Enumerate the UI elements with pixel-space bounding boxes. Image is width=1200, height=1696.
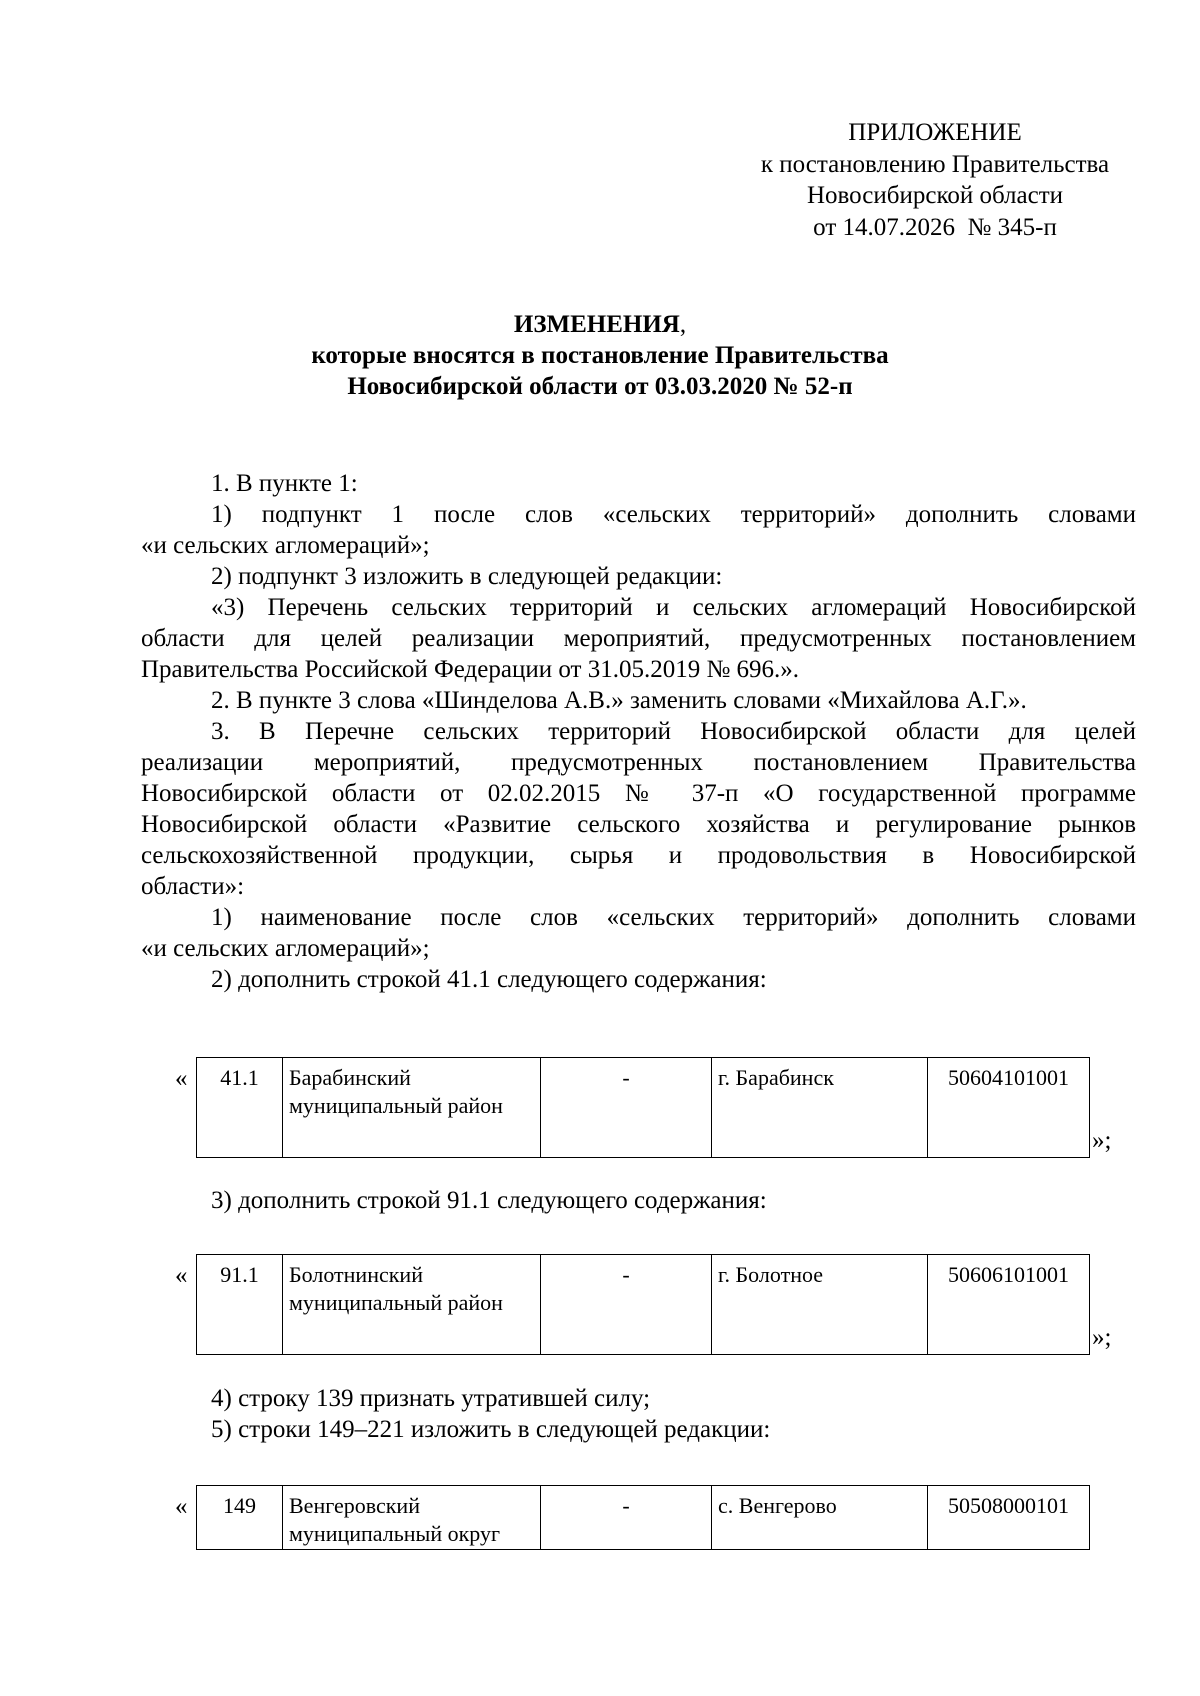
list-row-table xyxy=(196,1254,1090,1355)
paragraph-line: Новосибирской области «Развитие сельского хозяйства и регулирование рынков xyxy=(141,811,1136,838)
quote-close: »; xyxy=(1092,1324,1112,1351)
appendix-line: к постановлению Правительства xyxy=(760,150,1110,178)
table-row xyxy=(197,1255,1090,1355)
quote-close: »; xyxy=(1092,1127,1112,1154)
paragraph: 2. В пункте 3 слова «Шинделова А.В.» заменить словами «Михайлова А.Г.». xyxy=(211,687,1027,714)
oktmo-code-cell: 50606101001 xyxy=(928,1255,1090,1355)
paragraph-line: Новосибирской области от 02.02.2015 № 37-п «О государственной программе xyxy=(141,780,1136,807)
table-row xyxy=(197,1058,1090,1158)
paragraph: 2) дополнить строкой 41.1 следующего содержания: xyxy=(211,966,767,993)
paragraph-line: реализации мероприятий, предусмотренных постановлением Правительства xyxy=(141,749,1136,776)
district-cell: Болотнинский муниципальный район xyxy=(283,1255,541,1355)
appendix-line: Новосибирской области xyxy=(806,182,1064,209)
paragraph-line: Правительства Российской Федерации от 31.05.2019 № 696.». xyxy=(141,656,800,683)
heading-title-punct: , xyxy=(679,311,687,338)
appendix-date-number: от 14.07.2026 № 345-п xyxy=(813,213,1057,241)
dash-cell: - xyxy=(541,1058,712,1158)
heading-line: Новосибирской области от 03.03.2020 № 52-п xyxy=(347,373,853,400)
heading-title: ИЗМЕНЕНИЯ xyxy=(513,311,680,338)
quote-open: « xyxy=(175,1493,188,1520)
appendix-title: ПРИЛОЖЕНИЕ xyxy=(848,119,1022,146)
list-row-table xyxy=(196,1485,1090,1550)
body-text xyxy=(141,1185,1136,1216)
list-row-table xyxy=(196,1057,1090,1158)
paragraph-line: области для целей реализации мероприятий, предусмотренных постановлением xyxy=(141,625,1136,652)
oktmo-code-cell: 50508000101 xyxy=(928,1486,1090,1550)
body-text xyxy=(141,1383,1136,1445)
settlement-cell: с. Венгерово xyxy=(712,1486,928,1550)
paragraph-line: сельскохозяйственной продукции, сырья и продовольствия в Новосибирской xyxy=(141,842,1136,869)
appendix-header xyxy=(735,117,1135,243)
body-text xyxy=(141,468,1136,995)
heading-line: которые вносятся в постановление Правительства xyxy=(311,342,889,369)
row-number: 41.1 xyxy=(197,1058,283,1158)
row-number: 91.1 xyxy=(197,1255,283,1355)
document-heading xyxy=(140,309,1060,402)
oktmo-code-cell: 50604101001 xyxy=(928,1058,1090,1158)
paragraph: 1. В пункте 1: xyxy=(211,470,358,497)
paragraph-line: 1) подпункт 1 после слов «сельских территорий» дополнить словами xyxy=(211,501,1136,528)
quote-open: « xyxy=(175,1262,188,1289)
paragraph: 3) дополнить строкой 91.1 следующего содержания: xyxy=(211,1187,767,1214)
row-number: 149 xyxy=(197,1486,283,1550)
paragraph-line: «3) Перечень сельских территорий и сельских агломераций Новосибирской xyxy=(211,594,1136,621)
dash-cell: - xyxy=(541,1486,712,1550)
paragraph-line: «и сельских агломераций»; xyxy=(141,532,430,559)
district-cell: Венгеровский муниципальный округ xyxy=(283,1486,541,1550)
district-cell: Барабинский муниципальный район xyxy=(283,1058,541,1158)
paragraph-line: области»: xyxy=(141,873,245,900)
quote-open: « xyxy=(175,1065,188,1092)
paragraph: 4) строку 139 признать утратившей силу; xyxy=(211,1385,651,1412)
paragraph-line: «и сельских агломераций»; xyxy=(141,935,430,962)
paragraph-line: 1) наименование после слов «сельских территорий» дополнить словами xyxy=(211,904,1136,931)
settlement-cell: г. Барабинск xyxy=(712,1058,928,1158)
settlement-cell: г. Болотное xyxy=(712,1255,928,1355)
paragraph-line: 3. В Перечне сельских территорий Новосибирской области для целей xyxy=(211,718,1136,745)
paragraph: 2) подпункт 3 изложить в следующей редакции: xyxy=(211,563,723,590)
paragraph: 5) строки 149–221 изложить в следующей редакции: xyxy=(211,1416,771,1443)
table-row xyxy=(197,1486,1090,1550)
dash-cell: - xyxy=(541,1255,712,1355)
